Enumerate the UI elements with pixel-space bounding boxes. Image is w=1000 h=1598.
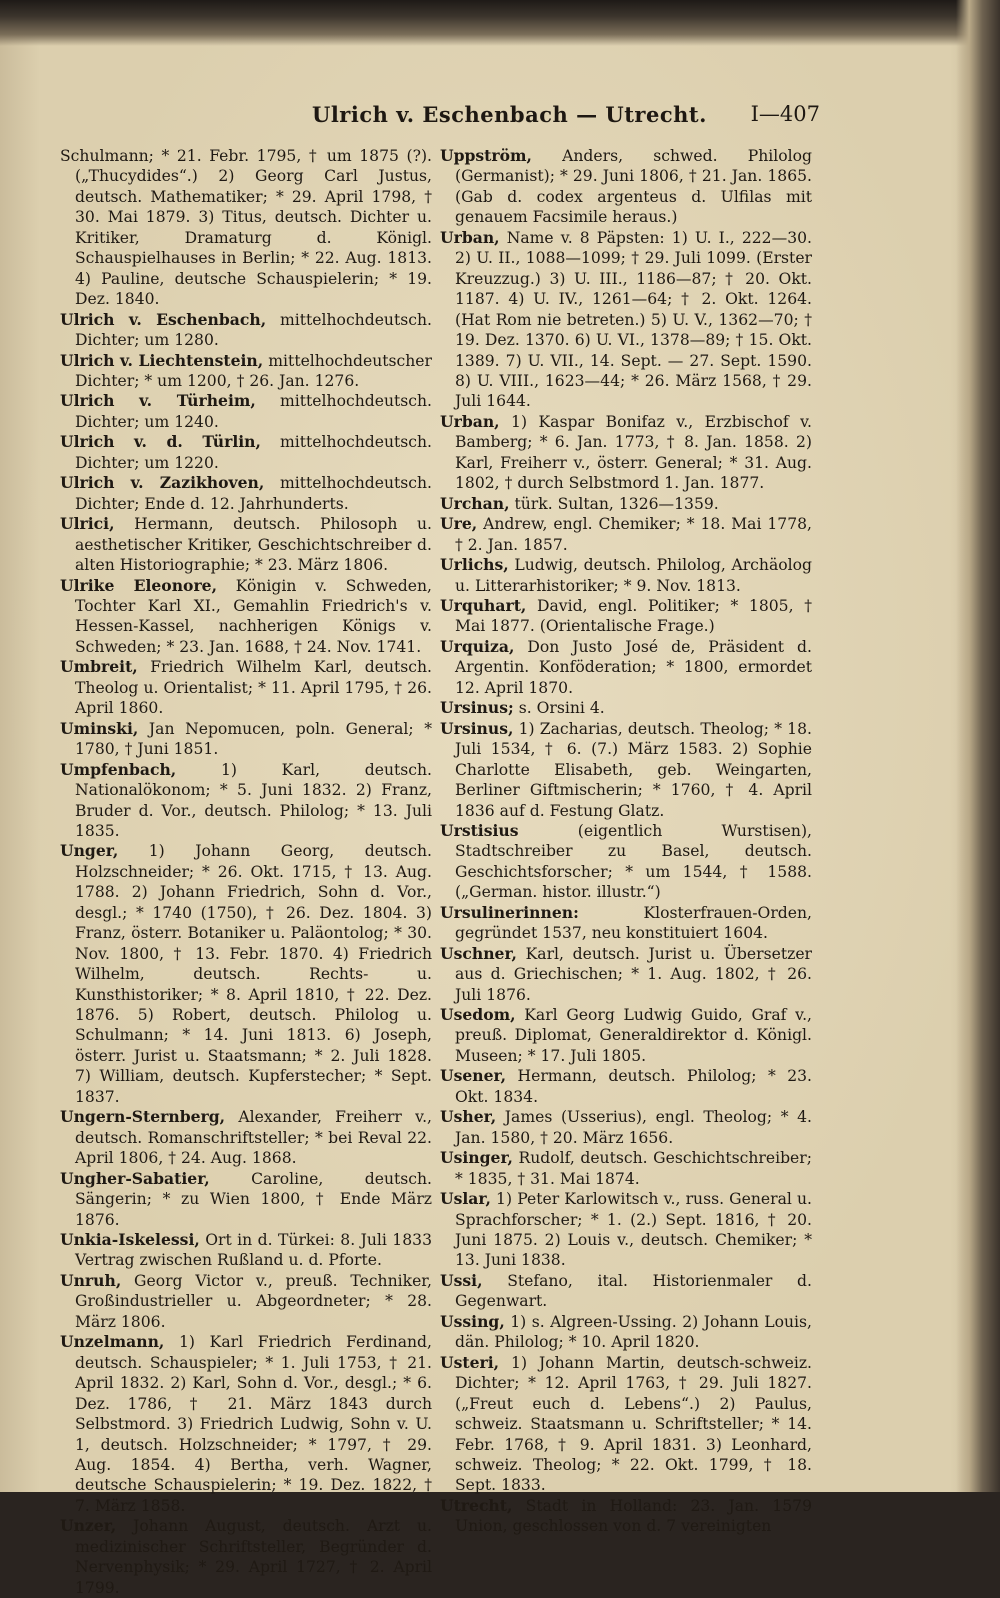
entry-headword: Unger,	[60, 841, 119, 861]
entry-text: mittelhochdeutsch. Dichter; Ende d. 12. Jahrhunderts.	[75, 474, 432, 513]
entry-headword: Usher,	[440, 1107, 497, 1127]
entry-headword: Urquhart,	[440, 595, 527, 615]
entry-text: Caroline, deutsch. Sängerin; * zu Wien 1800, † Ende März 1876.	[75, 1169, 432, 1229]
dictionary-entry	[440, 1107, 812, 1148]
entry-headword: Urquiza,	[440, 636, 515, 656]
dictionary-entry	[60, 760, 432, 842]
entry-headword: Ulrich v. Eschenbach,	[60, 309, 267, 329]
dictionary-entry	[60, 146, 432, 310]
entry-headword: Uslar,	[440, 1189, 491, 1209]
entry-text: Anders, schwed. Philolog (Germanist); * 29. Juni 1806, † 21. Jan. 1865. (Gab d. codex argenteus d. Ulfilas mit genauem Facsimile heraus.)	[455, 147, 812, 227]
entry-headword: Uppström,	[440, 146, 532, 165]
entry-text: Stadt in Holland: 23. Jan. 1579 Union, geschlossen von d. 7 vereinigten	[455, 1496, 812, 1536]
book-spine-edge	[956, 0, 1000, 1492]
entry-headword: Umpfenbach,	[60, 759, 177, 779]
dictionary-entry	[440, 494, 812, 514]
dictionary-entry	[440, 903, 812, 944]
entry-text: Alexander, Freiherr v., deutsch. Romanschriftsteller; * bei Reval 22. April 1806, † 24. Aug. 1868.	[75, 1108, 432, 1168]
entry-text: 1) Karl, deutsch. Nationalökonom; * 5. Juni 1832. 2) Franz, Bruder d. Vor., deutsch. Philolog; * 13. Juli 1835.	[75, 760, 432, 840]
entry-headword: Ursinus;	[440, 698, 514, 718]
entry-text: s. Orsini 4.	[513, 699, 605, 718]
entry-text: Ludwig, deutsch. Philolog, Archäolog u. Litterarhistoriker; * 9. Nov. 1813.	[455, 556, 812, 595]
dictionary-entry	[60, 310, 432, 351]
entry-text: Georg Victor v., preuß. Techniker, Großindustrieller u. Abgeordneter; * 28. März 1806.	[75, 1271, 432, 1331]
dictionary-entry	[440, 1496, 812, 1537]
entry-text: Stefano, ital. Historienmaler d. Gegenwart.	[455, 1271, 812, 1311]
entry-headword: Ulrike Eleonore,	[60, 575, 218, 595]
right-column	[440, 146, 812, 1537]
dictionary-entry	[440, 821, 812, 903]
dictionary-entry	[440, 412, 812, 494]
entry-headword: Umbreit,	[60, 657, 138, 677]
entry-text: Name v. 8 Päpsten: 1) U. I., 222—30. 2) U. II., 1088—1099; † 29. Juli 1099. (Erster Kreuzzug.) 3) U. III., 1186—87; † 20. Okt. 1187. 4) U. IV., 1261—64; † 2. Okt. 1264. (Hat Rom nie betreten.) 5) U. V., 1362—70; † 19. Dez. 1370. 6) U. VI., 1378—89; † 15. Okt. 1389. 7) U. VII., 14. Sept. — 27. Sept. 1590. 8) U. VIII., 1623—44; * 26. März 1568, † 29. Juli 1644.	[455, 228, 812, 411]
entry-headword: Uschner,	[440, 943, 517, 963]
entry-text: David, engl. Politiker; * 1805, † Mai 1877. (Orientalische Frage.)	[455, 596, 812, 636]
dictionary-entry	[440, 514, 812, 555]
dictionary-entry	[60, 1516, 432, 1598]
page-top-edge-shadow	[0, 0, 1000, 46]
entry-headword: Urban,	[440, 411, 500, 431]
entry-headword: Ulrici,	[60, 514, 115, 534]
dictionary-entry	[60, 576, 432, 658]
dictionary-entry	[440, 555, 812, 596]
entry-headword: Uminski,	[60, 718, 139, 738]
dictionary-entry	[60, 841, 432, 1107]
entry-text: Klosterfrauen-Orden, gegründet 1537, neu konstituiert 1604.	[455, 903, 812, 943]
entry-headword: Ulrich v. Zazikhoven,	[60, 473, 265, 493]
dictionary-entry	[60, 1271, 432, 1332]
dictionary-entry	[60, 351, 432, 392]
entry-text: 1) Zacharias, deutsch. Theolog; * 18. Juli 1534, † 6. (7.) März 1583. 2) Sophie Charlotte Elisabeth, geb. Weingarten, Berliner Giftmischerin; * 1760, † 4. April 1836 auf d. Festung Glatz.	[455, 719, 812, 820]
entry-headword: Urban,	[440, 227, 500, 247]
entry-text: 1) Johann Georg, deutsch. Holzschneider; * 26. Okt. 1715, † 13. Aug. 1788. 2) Johann Friedrich, Sohn d. Vor., desgl.; * 1740 (1750), † 26. Dez. 1804. 3) Franz, österr. Botaniker u. Paläontolog; * 30. Nov. 1800, † 13. Febr. 1870. 4) Friedrich Wilhelm, deutsch. Rechts- u. Kunsthistoriker; * 8. April 1810, † 22. Dez. 1876. 5) Robert, deutsch. Philolog u. Schulmann; * 14. Juni 1813. 6) Joseph, österr. Jurist u. Staatsmann; * 2. Juli 1828. 7) William, deutsch. Kupferstecher; * Sept. 1837.	[75, 842, 432, 1106]
entry-text: Don Justo José de, Präsident d. Argentin. Konföderation; * 1800, ermordet 12. April 1870.	[455, 637, 812, 697]
dictionary-entry	[440, 944, 812, 1005]
entry-headword: Urchan,	[440, 493, 510, 513]
dictionary-entry	[60, 1332, 432, 1516]
dictionary-entry	[60, 391, 432, 432]
dictionary-entry	[60, 473, 432, 514]
dictionary-entry	[440, 596, 812, 637]
entry-text: türk. Sultan, 1326—1359.	[509, 494, 719, 513]
entry-text: Karl Georg Ludwig Guido, Graf v., preuß. Diplomat, Generaldirektor d. Königl. Museen; * 17. Juli 1805.	[455, 1006, 812, 1065]
entry-text: Ort in d. Türkei: 8. Juli 1833 Vertrag zwischen Rußland u. d. Pforte.	[75, 1231, 432, 1270]
dictionary-entry	[440, 1005, 812, 1066]
dictionary-entry	[440, 1189, 812, 1271]
dictionary-entry	[60, 1169, 432, 1230]
entry-headword: Ungher-Sabatier,	[60, 1168, 210, 1188]
dictionary-entry	[440, 637, 812, 698]
entry-headword: Unzer,	[60, 1516, 117, 1536]
page-number: I—407	[750, 102, 820, 126]
page-title: Ulrich v. Eschenbach — Utrecht.	[312, 102, 707, 127]
running-header	[60, 100, 820, 134]
entry-text: Jan Nepomucen, poln. General; * 1780, † Juni 1851.	[75, 719, 432, 759]
dictionary-entry	[60, 1107, 432, 1168]
entry-headword: Urstisius	[440, 820, 519, 840]
entry-headword: Ursulinerinnen:	[440, 902, 579, 922]
entry-headword: Unruh,	[60, 1270, 122, 1290]
entry-text: (eigentlich Wurstisen), Stadtschreiber zu Basel, deutsch. Geschichtsforscher; * um 1544, † 1588. („German. histor. illustr.“)	[455, 821, 812, 902]
entry-headword: Ulrich v. d. Türlin,	[60, 432, 261, 452]
dictionary-entry	[440, 1148, 812, 1189]
entry-headword: Unkia-Iskelessi,	[60, 1230, 200, 1250]
entry-text: Schulmann; * 21. Febr. 1795, † um 1875 (?). („Thucydides“.) 2) Georg Carl Justus, deutsch. Mathematiker; * 29. April 1798, † 30. Mai 1879. 3) Titus, deutsch. Dichter u. Kritiker, Dramaturg d. Königl. Schauspielhauses in Berlin; * 22. Aug. 1813. 4) Pauline, deutsche Schauspielerin; * 19. Dez. 1840.	[60, 147, 432, 309]
entry-headword: Utrecht,	[440, 1495, 513, 1515]
entry-text: 1) Kaspar Bonifaz v., Erzbischof v. Bamberg; * 6. Jan. 1773, † 8. Jan. 1858. 2) Karl, Freiherr v., österr. General; * 31. Aug. 1802, † durch Selbstmord 1. Jan. 1877.	[455, 412, 812, 493]
dictionary-entry	[440, 1353, 812, 1496]
dictionary-entry	[440, 698, 812, 718]
dictionary-entry	[60, 432, 432, 473]
entry-text: mittelhochdeutscher Dichter; * um 1200, † 26. Jan. 1276.	[75, 351, 432, 390]
dictionary-entry	[60, 514, 432, 575]
entry-headword: Ulrich v. Liechtenstein,	[60, 350, 264, 370]
entry-text: 1) Karl Friedrich Ferdinand, deutsch. Schauspieler; * 1. Juli 1753, † 21. April 1832. 2) Karl, Sohn d. Vor., desgl.; * 6. Dez. 1786, † 21. März 1843 durch Selbstmord. 3) Friedrich Ludwig, Sohn v. U. 1, deutsch. Holzschneider; * 1797, † 29. Aug. 1854. 4) Bertha, verh. Wagner, deutsche Schauspielerin; * 19. Dez. 1822, † 7. März 1858.	[75, 1333, 432, 1515]
dictionary-entry	[440, 719, 812, 821]
entry-text: mittelhochdeutsch. Dichter; um 1240.	[75, 392, 432, 431]
entry-text: James (Usserius), engl. Theolog; * 4. Jan. 1580, † 20. März 1656.	[455, 1108, 812, 1147]
dictionary-entry	[60, 1230, 432, 1271]
entry-text: mittelhochdeutsch. Dichter; um 1220.	[75, 433, 432, 472]
dictionary-entry	[60, 719, 432, 760]
entry-text: Johann August, deutsch. Arzt u. medizinischer Schriftsteller, Begründer d. Nervenphysik; * 29. April 1727, † 2. April 1799.	[75, 1517, 432, 1597]
dictionary-entry	[440, 1066, 812, 1107]
dictionary-entry	[440, 228, 812, 412]
dictionary-entry	[440, 1312, 812, 1353]
entry-text: 1) s. Algreen-Ussing. 2) Johann Louis, dän. Philolog; * 10. April 1820.	[455, 1312, 812, 1352]
entry-headword: Usedom,	[440, 1005, 516, 1025]
entry-headword: Ulrich v. Türheim,	[60, 391, 256, 411]
entry-headword: Usteri,	[440, 1352, 500, 1372]
entry-text: Rudolf, deutsch. Geschichtschreiber; * 1835, † 31. Mai 1874.	[455, 1149, 812, 1188]
entry-headword: Usinger,	[440, 1148, 513, 1168]
entry-text: Hermann, deutsch. Philolog; * 23. Okt. 1834.	[455, 1067, 812, 1106]
entry-text: Königin v. Schweden, Tochter Karl XI., Gemahlin Friedrich's v. Hessen-Kassel, nachherigen Königs v. Schweden; * 23. Jan. 1688, † 24. Nov. 1741.	[75, 576, 432, 656]
entry-headword: Ure,	[440, 514, 478, 534]
entry-headword: Usener,	[440, 1066, 507, 1086]
entry-text: Friedrich Wilhelm Karl, deutsch. Theolog u. Orientalist; * 11. April 1795, † 26. April 1860.	[75, 658, 432, 718]
entry-text: 1) Johann Martin, deutsch-schweiz. Dichter; * 12. April 1763, † 29. Juli 1827. („Freut euch d. Lebens“.) 2) Paulus, schweiz. Staatsmann u. Schriftsteller; * 14. Febr. 1768, † 9. April 1831. 3) Leonhard, schweiz. Theolog; * 22. Okt. 1799, † 18. Sept. 1833.	[455, 1353, 812, 1495]
entry-headword: Unzelmann,	[60, 1332, 165, 1352]
entry-text: Hermann, deutsch. Philosoph u. aesthetischer Kritiker, Geschichtschreiber d. alten Historiographie; * 23. März 1806.	[75, 515, 432, 575]
entry-headword: Ussing,	[440, 1311, 505, 1331]
dictionary-entry	[440, 146, 812, 228]
entry-headword: Ursinus,	[440, 718, 514, 738]
entry-headword: Ussi,	[440, 1270, 483, 1290]
entry-text: Karl, deutsch. Jurist u. Übersetzer aus d. Griechischen; * 1. Aug. 1802, † 26. Juli 1876.	[455, 944, 812, 1004]
entry-text: 1) Peter Karlowitsch v., russ. General u. Sprachforscher; * 1. (2.) Sept. 1816, † 20. Juni 1875. 2) Louis v., deutsch. Chemiker; * 13. Juni 1838.	[455, 1190, 812, 1270]
dictionary-entry	[440, 1271, 812, 1312]
entry-headword: Ungern-Sternberg,	[60, 1107, 226, 1127]
entry-headword: Urlichs,	[440, 555, 509, 575]
entry-text: Andrew, engl. Chemiker; * 18. Mai 1778, † 2. Jan. 1857.	[455, 515, 812, 554]
dictionary-entry	[60, 657, 432, 718]
entry-text: mittelhochdeutsch. Dichter; um 1280.	[75, 310, 432, 350]
left-column	[60, 146, 432, 1598]
